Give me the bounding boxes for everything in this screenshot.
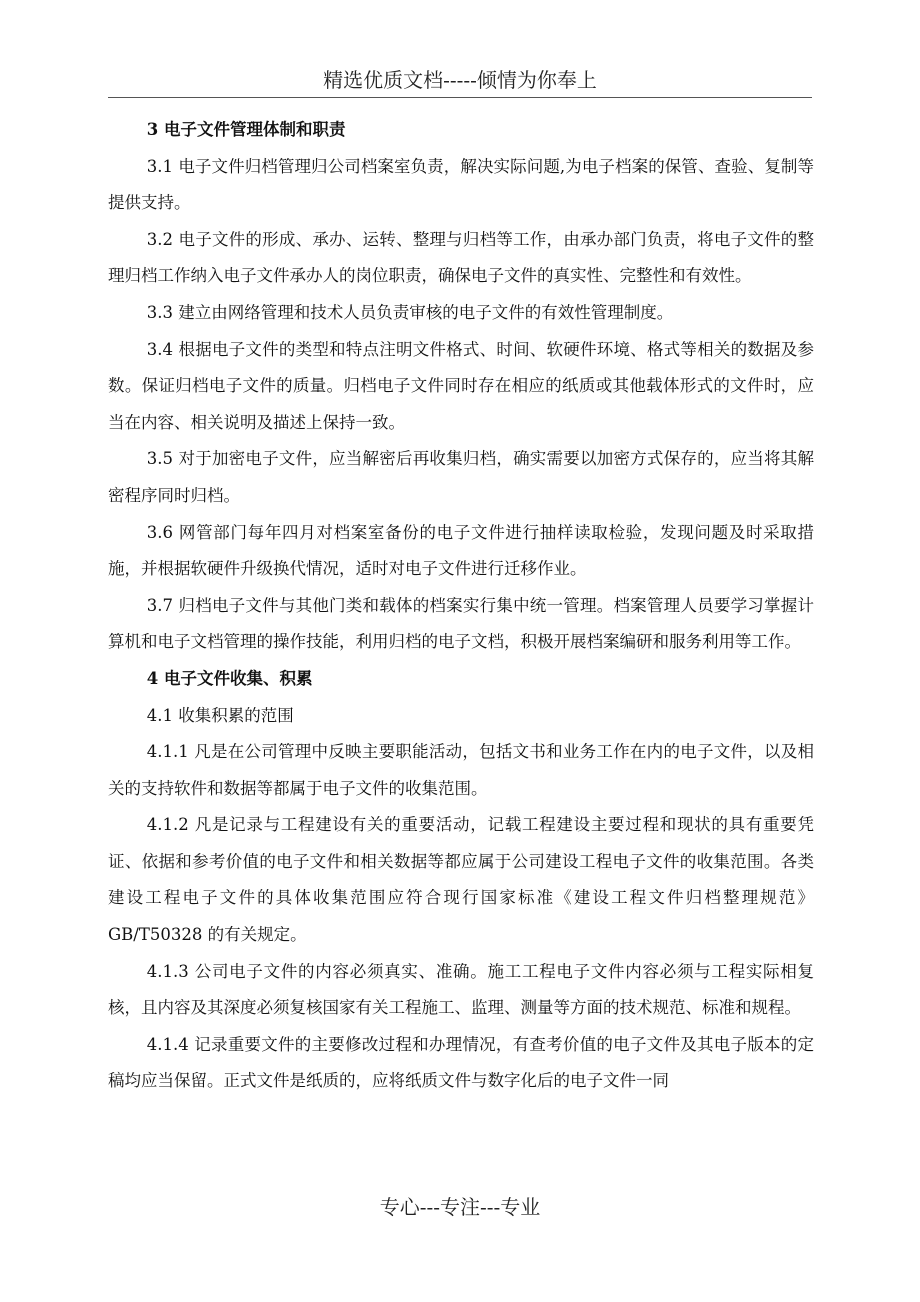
body-paragraph: 3.7 归档电子文件与其他门类和载体的档案实行集中统一管理。档案管理人员要学习掌握计算机和电子文档管理的操作技能，利用归档的电子文档，积极开展档案编研和服务利用等工作。 [108, 595, 814, 652]
body-paragraph: 3.5 对于加密电子文件，应当解密后再收集归档，确实需要以加密方式保存的，应当将其解密程序同时归档。 [108, 449, 814, 505]
body-paragraph: 4.1.4 记录重要文件的主要修改过程和办理情况，有查考价值的电子文件及其电子版本的定稿均应当保留。正式文件是纸质的，应将纸质文件与数字化后的电子文件一同 [108, 1034, 814, 1091]
section-heading: 4 电子文件收集、积累 [146, 668, 313, 688]
body-paragraph: 3.2 电子文件的形成、承办、运转、整理与归档等工作，由承办部门负责，将电子文件的整理归档工作纳入电子文件承办人的岗位职责，确保电子文件的真实性、完整性和有效性。 [108, 229, 814, 286]
body-paragraph: 3.6 网管部门每年四月对档案室备份的电子文件进行抽样读取检验，发现问题及时采取措施，并根据软硬件升级换代情况，适时对电子文件进行迁移作业。 [108, 522, 814, 579]
document-body [108, 112, 814, 1100]
section-heading: 3 电子文件管理体制和职责 [146, 120, 346, 139]
page-header: 精选优质文档-----倾情为你奉上 [323, 68, 597, 92]
body-paragraph: 3.1 电子文件归档管理归公司档案室负责，解决实际问题,为电子档案的保管、查验、复制等提供支持。 [108, 156, 814, 213]
header-divider [108, 97, 812, 98]
body-paragraph: 3.4 根据电子文件的类型和特点注明文件格式、时间、软硬件环境、格式等相关的数据及参数。保证归档电子文件的质量。归档电子文件同时存在相应的纸质或其他载体形式的文件时，应当在内容、相关说明及描述上保持一致。 [108, 339, 814, 432]
body-paragraph: 4.1 收集积累的范围 [146, 705, 294, 725]
body-paragraph: 3.3 建立由网络管理和技术人员负责审核的电子文件的有效性管理制度。 [146, 302, 674, 322]
body-paragraph: 4.1.1 凡是在公司管理中反映主要职能活动，包括文书和业务工作在内的电子文件，以及相关的支持软件和数据等都属于电子文件的收集范围。 [108, 742, 814, 798]
page-footer: 专心---专注---专业 [379, 1195, 541, 1219]
body-paragraph: 4.1.3 公司电子文件的内容必须真实、准确。施工工程电子文件内容必须与工程实际相复核，且内容及其深度必须复核国家有关工程施工、监理、测量等方面的技术规范、标准和规程。 [108, 961, 814, 1018]
body-paragraph: 4.1.2 凡是记录与工程建设有关的重要活动，记载工程建设主要过程和现状的具有重要凭证、依据和参考价值的电子文件和相关数据等都应属于公司建设工程电子文件的收集范围。各类建设工程电子文件的具体收集范围应符合现行国家标准《建设工程文件归档整理规范》GB/T50328 的有关规定。 [108, 815, 814, 945]
